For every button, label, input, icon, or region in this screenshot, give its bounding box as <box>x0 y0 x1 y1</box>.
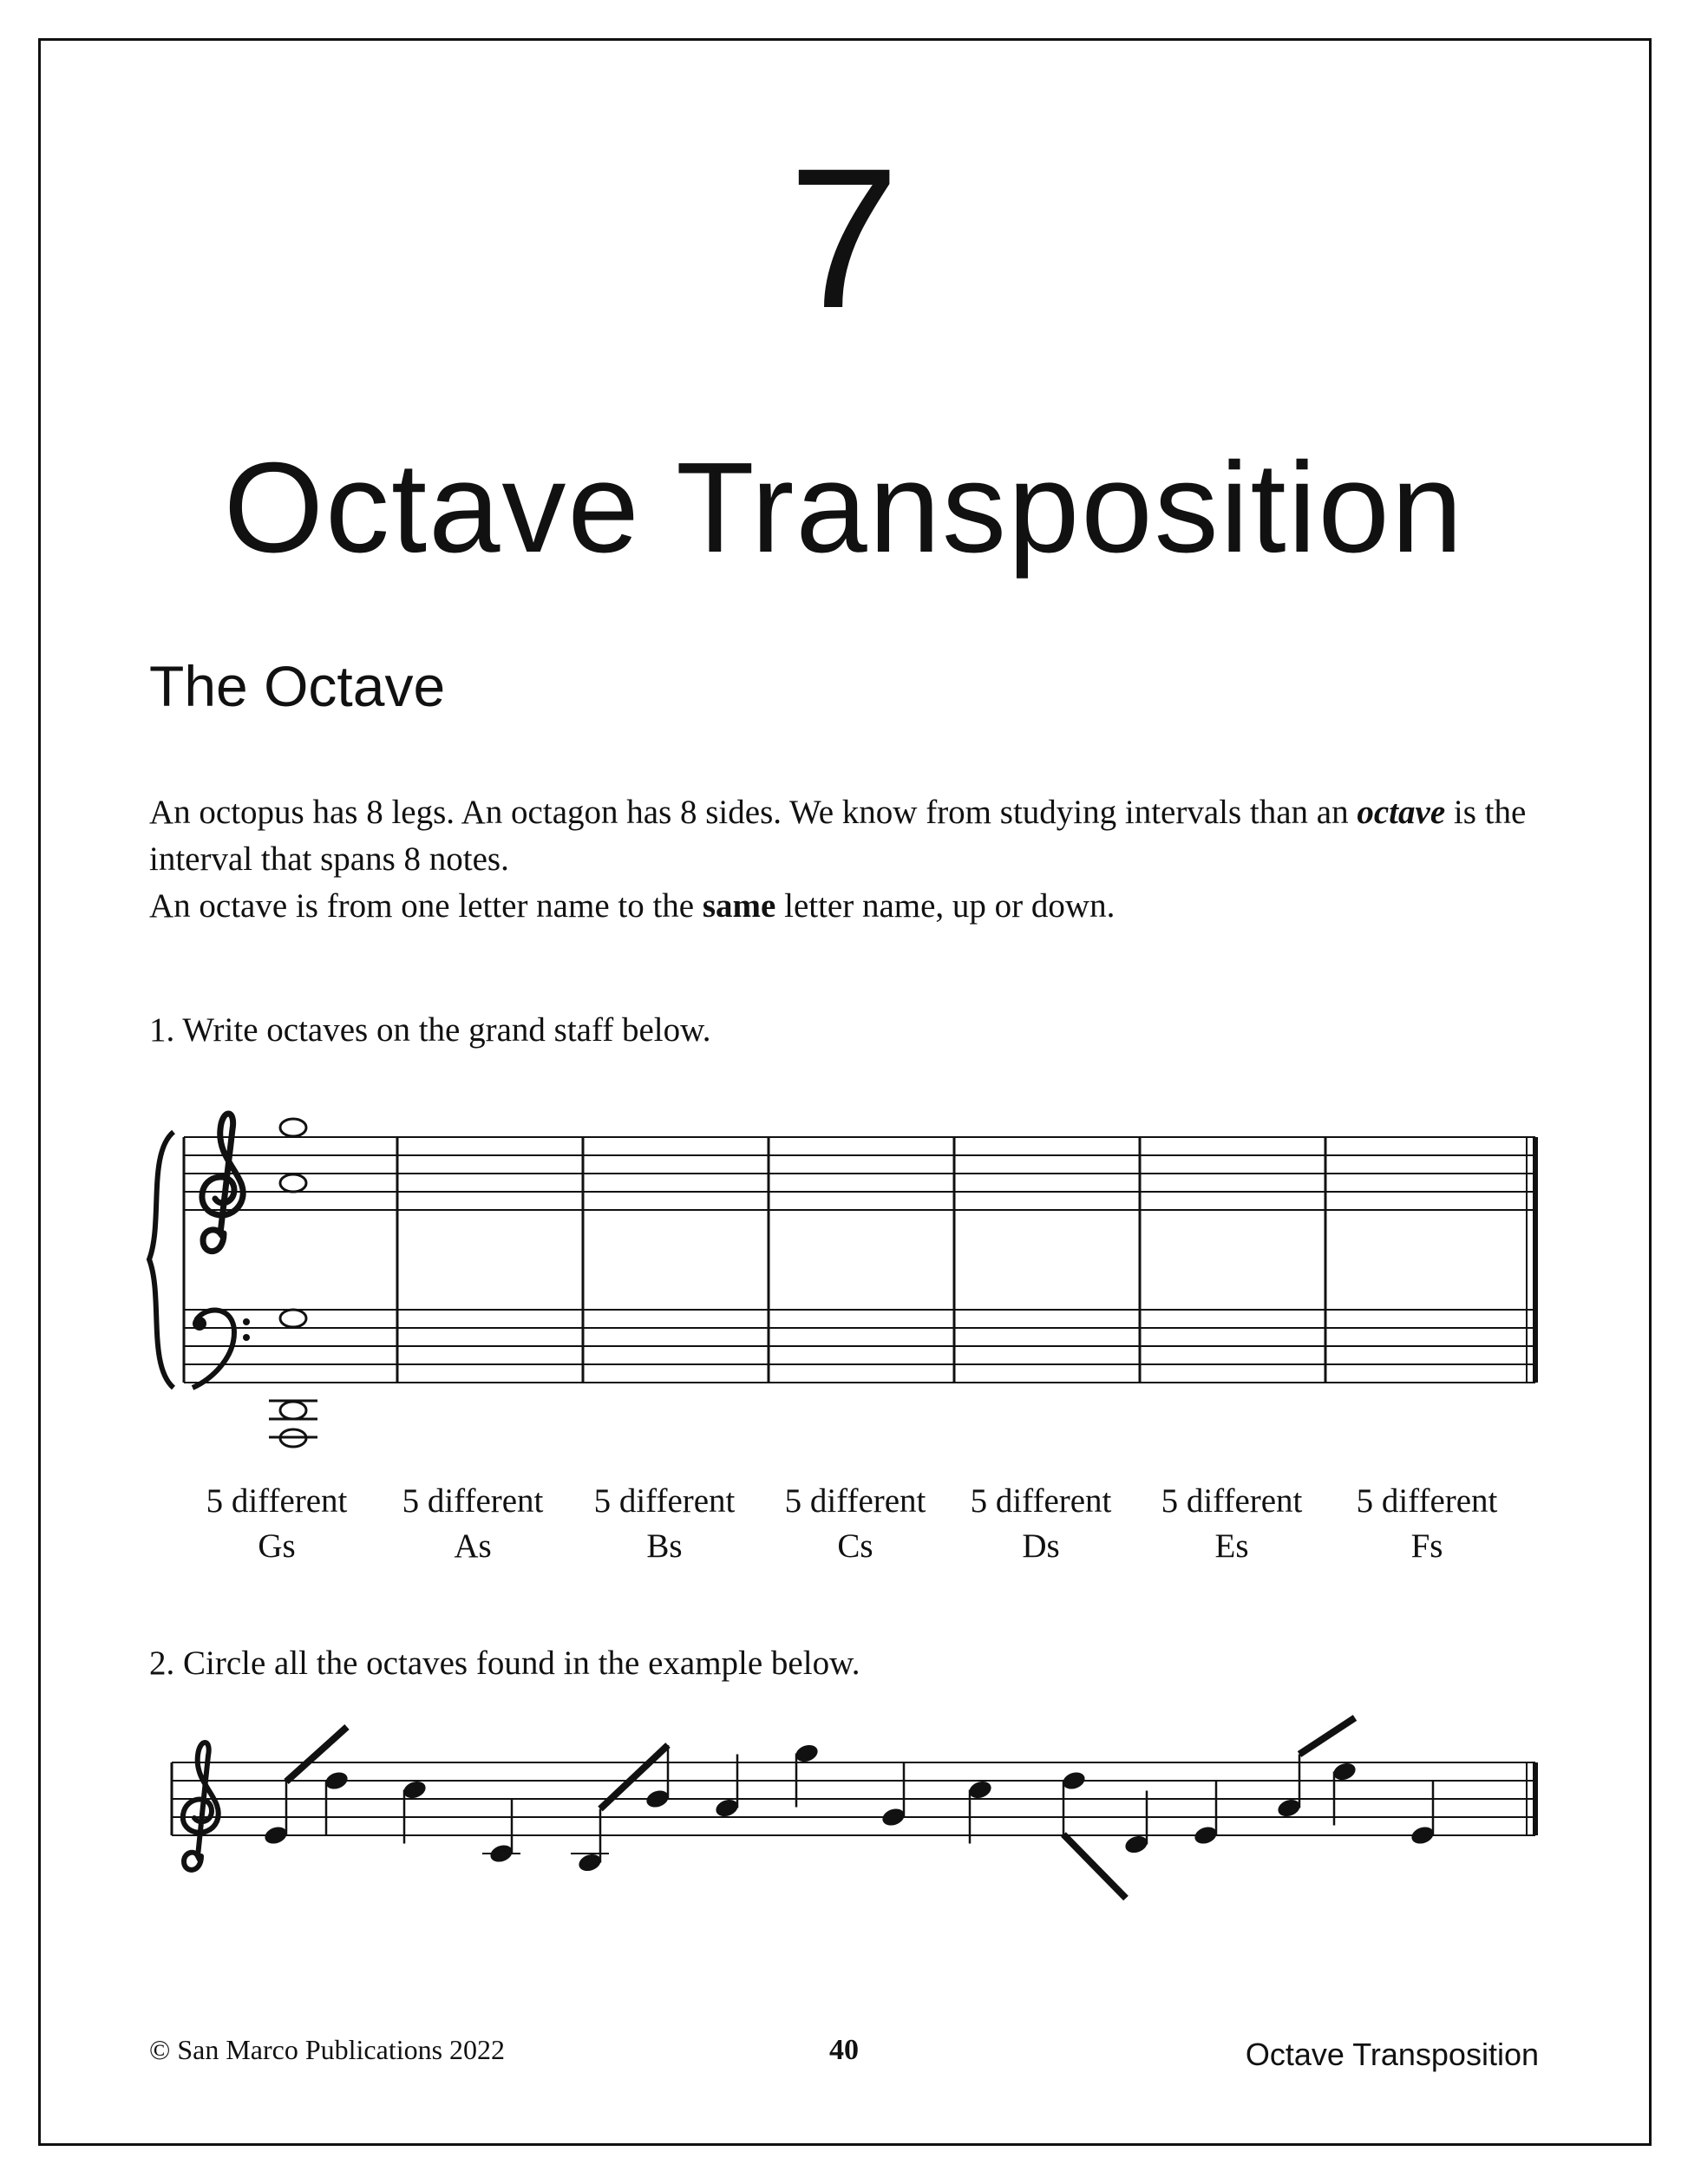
melody-note <box>1331 1761 1358 1783</box>
melody-note <box>402 1779 429 1801</box>
melody-note <box>794 1743 821 1765</box>
term-same: same <box>702 887 776 925</box>
melody-note <box>1061 1769 1088 1792</box>
footer-page-number: 40 <box>829 2034 859 2066</box>
melody-note <box>1276 1797 1303 1820</box>
melody-note <box>577 1852 604 1874</box>
exercise-2-prompt: 2. Circle all the octaves found in the example below. <box>149 1645 860 1682</box>
intro-paragraph-1: An octopus has 8 legs. An octagon has 8 sides. We know from studying intervals than an octave is the interval that spans 8 notes. <box>149 794 1527 878</box>
label-ds: 5 different Ds <box>970 1482 1112 1565</box>
beam <box>1063 1834 1126 1899</box>
melody-note <box>714 1797 741 1820</box>
bass-staff-lines <box>184 1310 1535 1383</box>
melody-note <box>967 1779 994 1801</box>
exercise-1-labels <box>0 1479 1688 1583</box>
brace <box>149 1132 173 1388</box>
treble-staff-lines <box>184 1137 1535 1210</box>
melody-note <box>880 1806 907 1828</box>
melody-staff-lines <box>172 1762 1535 1835</box>
label-as: 5 different As <box>402 1482 544 1565</box>
label-cs: 5 different Cs <box>784 1482 926 1565</box>
melody-note <box>324 1769 350 1792</box>
chapter-number: 7 <box>788 127 900 350</box>
label-fs: 5 different Fs <box>1356 1482 1498 1565</box>
section-heading: The Octave <box>149 654 446 718</box>
melody-note <box>263 1824 290 1847</box>
label-bs: 5 different Bs <box>593 1482 736 1565</box>
footer-copyright: © San Marco Publications 2022 <box>149 2034 506 2065</box>
melody-note <box>1123 1834 1150 1856</box>
melody-note <box>1193 1824 1220 1847</box>
melody-note <box>644 1788 671 1810</box>
term-octave: octave <box>1357 794 1446 831</box>
melody-note <box>1410 1824 1436 1847</box>
chapter-title: Octave Transposition <box>223 436 1465 579</box>
exercise-1-prompt: 1. Write octaves on the grand staff below. <box>149 1011 711 1049</box>
footer-running-title: Octave Transposition <box>1245 2037 1539 2072</box>
treble-clef-icon <box>202 1114 243 1252</box>
intro-paragraph-2: An octave is from one letter name to the same letter name, up or down. <box>149 887 1116 925</box>
grand-staff <box>149 1114 1535 1447</box>
bass-clef-icon <box>193 1310 250 1388</box>
melody-notes <box>263 1718 1436 1899</box>
example-whole-notes <box>269 1119 317 1447</box>
beam <box>1299 1718 1355 1755</box>
melody-staff <box>172 1743 1535 1870</box>
label-es: 5 different Es <box>1161 1482 1303 1565</box>
label-gs: 5 different Gs <box>206 1482 348 1565</box>
